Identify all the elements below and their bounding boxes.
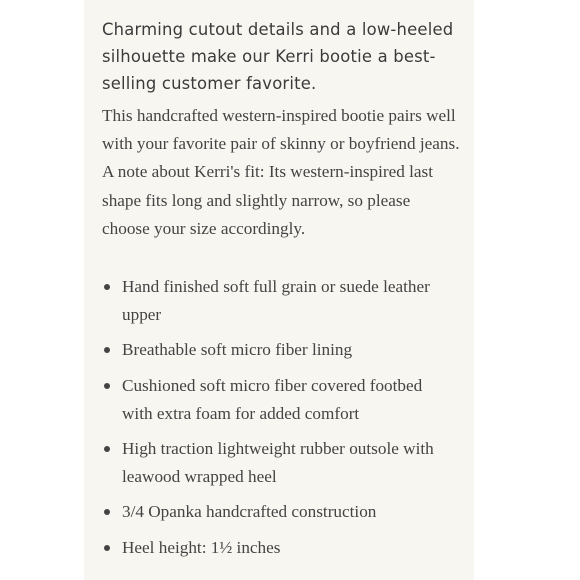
feature-list [102, 273, 452, 562]
feature-text: Breathable soft micro fiber lining [122, 340, 353, 360]
feature-text: Cushioned soft micro fiber covered footbed with extra foam for added comfort [122, 375, 423, 423]
bullet-icon [104, 284, 110, 290]
feature-text: Hand finished soft full grain or suede leather upper [122, 277, 430, 325]
product-intro-text: Charming cutout details and a low-heeled silhouette make our Kerri bootie a best-selling customer favorite. [102, 20, 454, 93]
feature-text: Heel height: 1½ inches [122, 537, 281, 557]
feature-item [102, 273, 452, 329]
product-description-panel [84, 0, 474, 580]
feature-text: 3/4 Opanka handcrafted construction [122, 502, 377, 522]
bullet-icon [104, 509, 110, 515]
feature-text: High traction lightweight rubber outsole with leawood wrapped heel [122, 439, 434, 487]
feature-item [102, 498, 452, 526]
bullet-icon [104, 446, 110, 452]
product-description-text: This handcrafted western-inspired bootie pairs well with your favorite pair of skinny or boyfriend jeans. A note about Kerri's fit: Its western-inspired last shape fits long and slightly narrow, so please choose your size accordingly. [102, 106, 460, 238]
feature-item [102, 534, 452, 562]
bullet-icon [104, 545, 110, 551]
feature-item [102, 372, 452, 428]
bullet-icon [104, 383, 110, 389]
feature-item [102, 435, 452, 491]
bullet-icon [104, 347, 110, 353]
feature-item [102, 336, 452, 364]
